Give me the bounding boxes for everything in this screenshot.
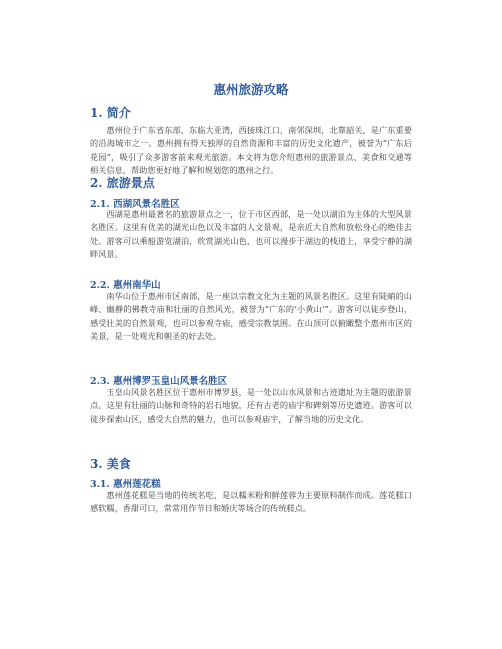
nanhua-mountain-paragraph: 南华山位于惠州市区南部，是一座以宗教文化为主题的风景名胜区。这里有陡峭的山峰、幽静的佛教寺庙和壮丽的自然风光，被誉为“广东的‘小黄山’”。游客可以徒步登山，感受壮美的自然景观，也可以参观寺庙，感受宗教氛围。在山顶可以俯瞰整个惠州市区的美景，是一处观光和朝圣的好去处。 <box>90 291 412 341</box>
subsection-heading-west-lake: 2.1. 西湖风景名胜区 <box>90 199 180 210</box>
subsection-heading-lotus-cake: 3.1. 惠州莲花糕 <box>90 479 161 490</box>
lotus-cake-paragraph: 惠州莲花糕是当地的传统名吃，是以糯米粉和鲜莲蓉为主要原料制作而成。莲花糕口感软糯，香甜可口，常常用作节日和婚庆等场合的传统糕点。 <box>90 490 412 514</box>
document-title: 惠州旅游攻略 <box>213 82 289 97</box>
yuhuang-mountain-paragraph: 玉皇山风景名胜区位于惠州市博罗县，是一处以山水风景和古迹遗址为主题的旅游景点。这里有壮丽的山脉和奇特的岩石地貌，还有古老的庙宇和碑刻等历史遗迹。游客可以徒步探索山区，感受大自然的魅力，也可以参观庙宇，了解当地的历史文化。 <box>90 387 412 424</box>
west-lake-paragraph: 西湖是惠州最著名的旅游景点之一，位于市区西部，是一处以湖泊为主体的大型风景名胜区。这里有优美的湖光山色以及丰富的人文景观，是亲近大自然和放松身心的绝佳去处。游客可以乘船游览湖泊，欣赏湖光山色，也可以漫步于湖边的栈道上，享受宁静的湖畔风景。 <box>90 209 412 259</box>
section-heading-attractions: 2. 旅游景点 <box>90 176 155 190</box>
subsection-heading-nanhua-mountain: 2.2. 惠州南华山 <box>90 280 161 291</box>
section-heading-food: 3. 美食 <box>90 457 131 471</box>
section-heading-intro: 1. 简介 <box>90 106 131 120</box>
intro-paragraph: 惠州位于广东省东部，东临大亚湾，西接珠江口，南邻深圳，北靠韶关，是广东重要的沿海城市之一。惠州拥有得天独厚的自然资源和丰富的历史文化遗产，被誉为“广东后花园”，吸引了众多游客前来观光旅游。本文将为您介绍惠州的旅游景点、美食和交通等相关信息，帮助您更好地了解和规划您的惠州之行。 <box>90 125 412 175</box>
subsection-heading-yuhuang-mountain: 2.3. 惠州博罗玉皇山风景名胜区 <box>90 376 228 387</box>
